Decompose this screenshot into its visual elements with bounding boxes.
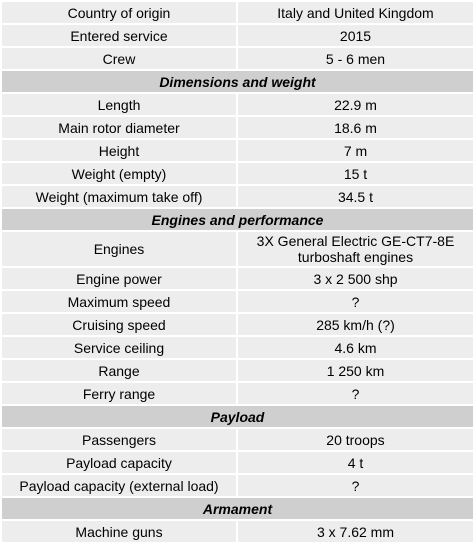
spec-value: 3 x 7.62 mm bbox=[238, 521, 473, 542]
spec-row bbox=[2, 360, 473, 381]
spec-row bbox=[2, 163, 473, 184]
spec-value: 3X General Electric GE-CT7-8E turboshaft engines bbox=[238, 232, 473, 266]
spec-label: Main rotor diameter bbox=[2, 117, 236, 138]
spec-label: Machine guns bbox=[2, 521, 236, 542]
section-title: Payload bbox=[2, 406, 473, 427]
spec-row bbox=[2, 337, 473, 358]
section-header-row bbox=[2, 498, 473, 519]
spec-row bbox=[2, 232, 473, 266]
spec-value: 2015 bbox=[238, 25, 473, 46]
spec-row bbox=[2, 2, 473, 23]
spec-value: 285 km/h (?) bbox=[238, 314, 473, 335]
spec-label: Maximum speed bbox=[2, 291, 236, 312]
spec-value: 18.6 m bbox=[238, 117, 473, 138]
section-title: Dimensions and weight bbox=[2, 71, 473, 92]
spec-label: Length bbox=[2, 94, 236, 115]
section-title: Armament bbox=[2, 498, 473, 519]
spec-value: 5 - 6 men bbox=[238, 48, 473, 69]
spec-value: 4 t bbox=[238, 452, 473, 473]
spec-value: ? bbox=[238, 291, 473, 312]
spec-label: Ferry range bbox=[2, 383, 236, 404]
spec-value: 1 250 km bbox=[238, 360, 473, 381]
spec-value: 20 troops bbox=[238, 429, 473, 450]
spec-label: Height bbox=[2, 140, 236, 161]
spec-label: Cruising speed bbox=[2, 314, 236, 335]
spec-label: Service ceiling bbox=[2, 337, 236, 358]
spec-row bbox=[2, 291, 473, 312]
spec-row bbox=[2, 117, 473, 138]
spec-label: Entered service bbox=[2, 25, 236, 46]
spec-row bbox=[2, 383, 473, 404]
spec-label: Payload capacity (external load) bbox=[2, 475, 236, 496]
spec-row bbox=[2, 314, 473, 335]
spec-row bbox=[2, 475, 473, 496]
section-header-row bbox=[2, 209, 473, 230]
spec-value: 3 x 2 500 shp bbox=[238, 268, 473, 289]
spec-label: Range bbox=[2, 360, 236, 381]
section-header-row bbox=[2, 406, 473, 427]
spec-value: 34.5 t bbox=[238, 186, 473, 207]
spec-row bbox=[2, 521, 473, 542]
spec-label: Payload capacity bbox=[2, 452, 236, 473]
spec-label: Crew bbox=[2, 48, 236, 69]
spec-value: 22.9 m bbox=[238, 94, 473, 115]
specifications-table-body bbox=[2, 2, 473, 542]
spec-row bbox=[2, 25, 473, 46]
spec-row bbox=[2, 452, 473, 473]
spec-row bbox=[2, 186, 473, 207]
spec-label: Weight (maximum take off) bbox=[2, 186, 236, 207]
spec-label: Weight (empty) bbox=[2, 163, 236, 184]
spec-row bbox=[2, 140, 473, 161]
spec-value: 15 t bbox=[238, 163, 473, 184]
spec-value: ? bbox=[238, 475, 473, 496]
spec-label: Country of origin bbox=[2, 2, 236, 23]
section-title: Engines and performance bbox=[2, 209, 473, 230]
spec-row bbox=[2, 48, 473, 69]
spec-label: Engines bbox=[2, 232, 236, 266]
spec-label: Passengers bbox=[2, 429, 236, 450]
section-header-row bbox=[2, 71, 473, 92]
spec-row bbox=[2, 268, 473, 289]
spec-value: ? bbox=[238, 383, 473, 404]
spec-value: Italy and United Kingdom bbox=[238, 2, 473, 23]
spec-row bbox=[2, 94, 473, 115]
spec-value: 7 m bbox=[238, 140, 473, 161]
spec-value: 4.6 km bbox=[238, 337, 473, 358]
spec-label: Engine power bbox=[2, 268, 236, 289]
spec-row bbox=[2, 429, 473, 450]
